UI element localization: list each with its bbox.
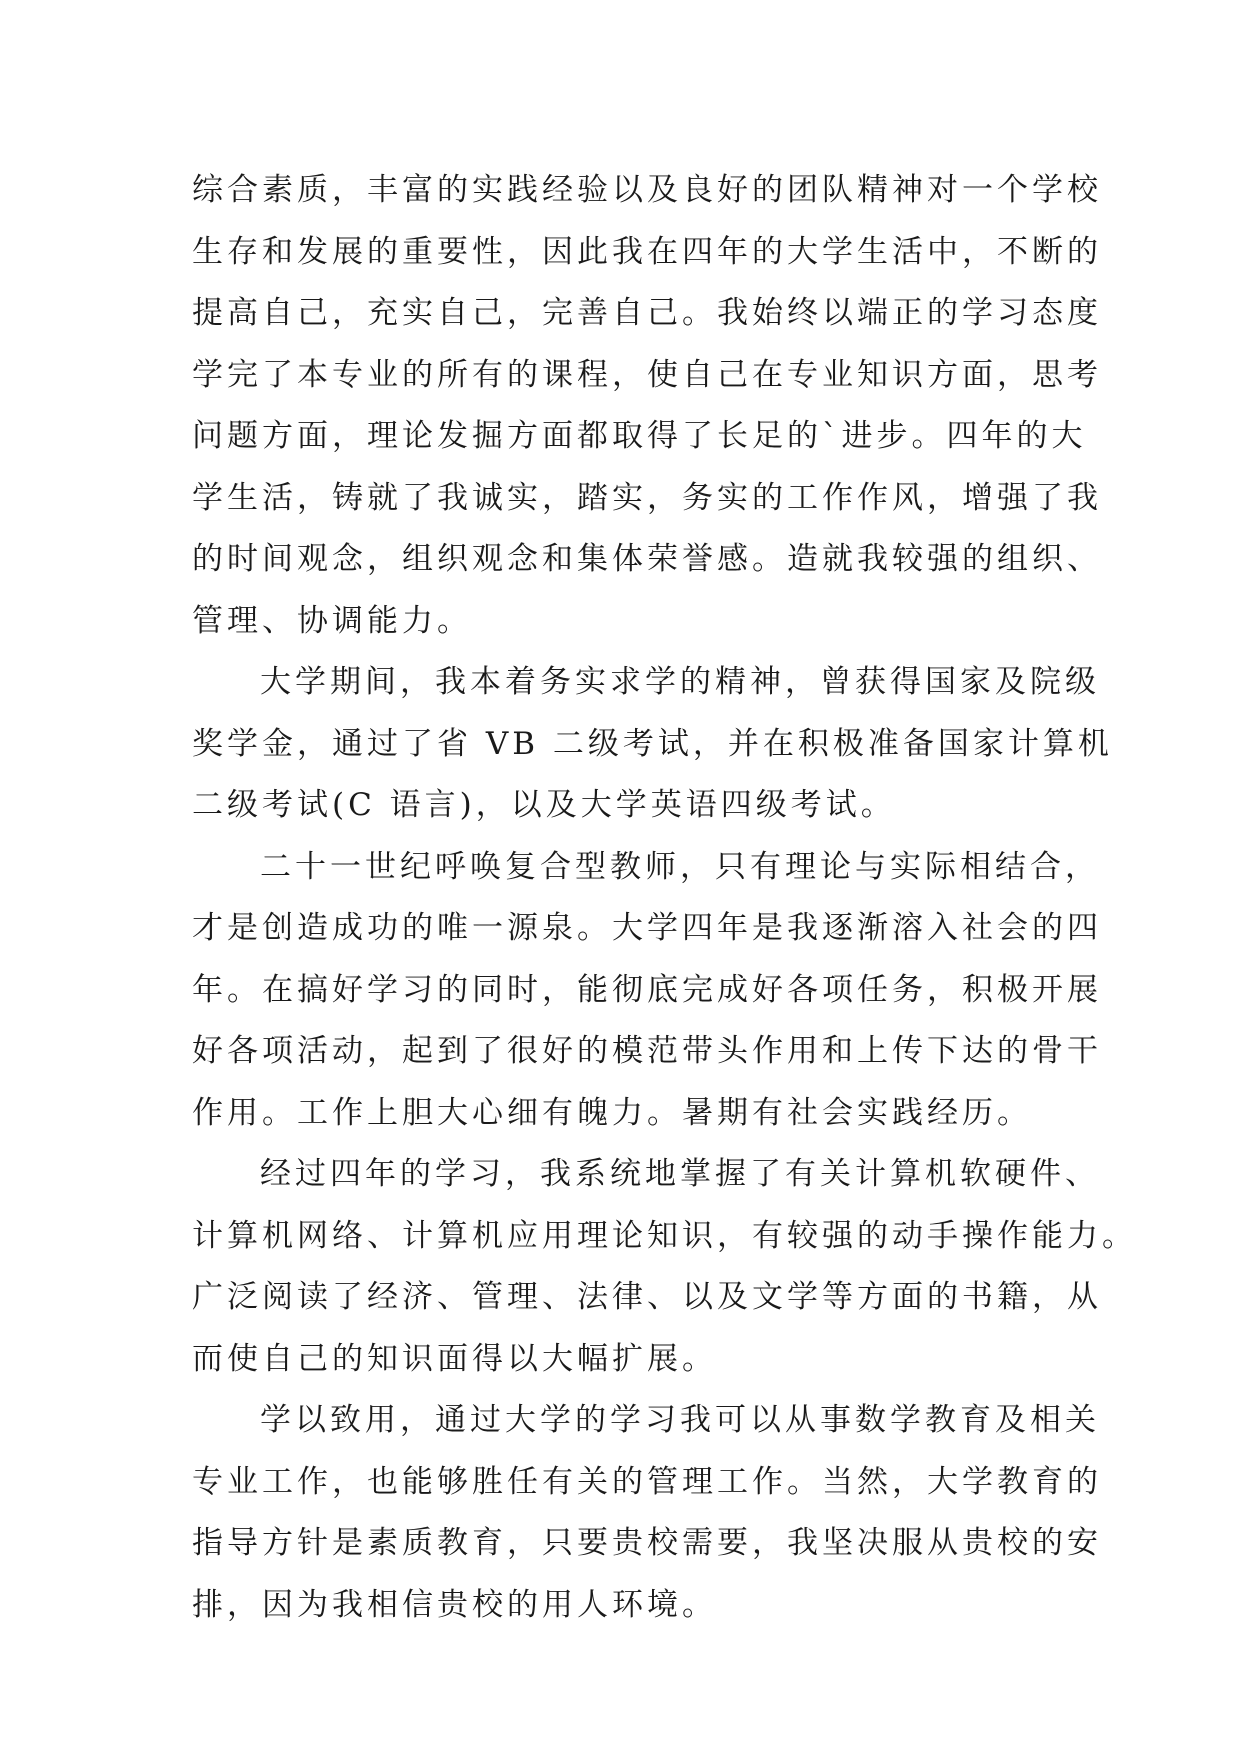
paragraph-start-line: 二十一世纪呼唤复合型教师，只有理论与实际相结合， xyxy=(260,848,1100,885)
text-line: 提高自己，充实自己，完善自己。我始终以端正的学习态度 xyxy=(192,295,1102,331)
text-line: 计算机网络、计算机应用理论知识，有较强的动手操作能力。 xyxy=(192,1217,1137,1254)
text-line: 而使自己的知识面得以大幅扩展。 xyxy=(192,1340,717,1377)
text-line: 排，因为我相信贵校的用人环境。 xyxy=(192,1586,717,1623)
text-line: 综合素质，丰富的实践经验以及良好的团队精神对一个学校 xyxy=(192,172,1102,208)
text-line: 指导方针是素质教育，只要贵校需要，我坚决服从贵校的安 xyxy=(192,1525,1102,1561)
text-line: 的时间观念，组织观念和集体荣誉感。造就我较强的组织、 xyxy=(192,541,1102,577)
paragraph-start-line: 经过四年的学习，我系统地掌握了有关计算机软硬件、 xyxy=(260,1156,1100,1192)
text-line: 才是创造成功的唯一源泉。大学四年是我逐渐溶入社会的四 xyxy=(192,910,1102,946)
document-body xyxy=(192,160,1137,1636)
text-line: 学完了本专业的所有的课程，使自己在专业知识方面，思考 xyxy=(192,356,1102,393)
text-line: 问题方面，理论发掘方面都取得了长足的`进步。四年的大 xyxy=(192,418,1087,454)
text-line: 管理、协调能力。 xyxy=(192,602,472,639)
text-line: 年。在搞好学习的同时，能彻底完成好各项任务，积极开展 xyxy=(192,971,1102,1008)
paragraph-start-line: 大学期间，我本着务实求学的精神，曾获得国家及院级 xyxy=(260,664,1100,700)
text-line: 作用。工作上胆大心细有魄力。暑期有社会实践经历。 xyxy=(192,1094,1032,1131)
text-line: 好各项活动，起到了很好的模范带头作用和上传下达的骨干 xyxy=(192,1033,1102,1069)
text-line: 专业工作，也能够胜任有关的管理工作。当然，大学教育的 xyxy=(192,1463,1102,1500)
text-line: 广泛阅读了经济、管理、法律、以及文学等方面的书籍，从 xyxy=(192,1279,1102,1315)
text-line: 二级考试(C 语言)，以及大学英语四级考试。 xyxy=(192,787,896,823)
text-line: 生存和发展的重要性，因此我在四年的大学生活中，不断的 xyxy=(192,233,1102,270)
text-line: 奖学金，通过了省 VB 二级考试，并在积极准备国家计算机 xyxy=(192,725,1113,762)
text-line: 学生活，铸就了我诚实，踏实，务实的工作作风，增强了我 xyxy=(192,479,1102,516)
paragraph-start-line: 学以致用，通过大学的学习我可以从事数学教育及相关 xyxy=(260,1402,1100,1438)
